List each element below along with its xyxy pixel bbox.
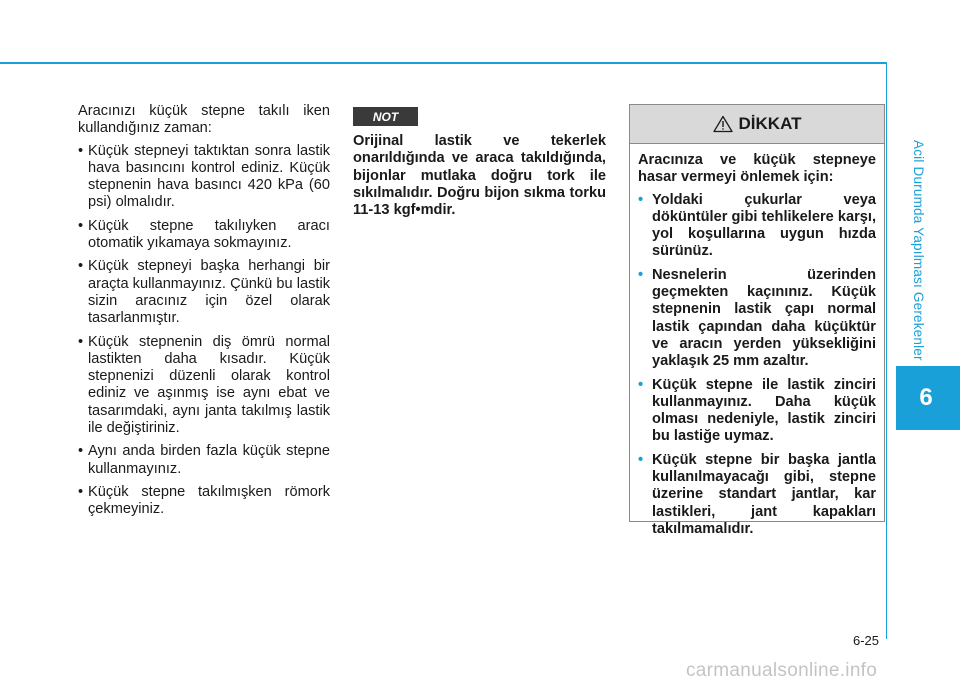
list-item-text: Küçük stepne takılıyken aracı otomatik yıkamaya sokmayınız. xyxy=(88,217,330,252)
list-item-text: Küçük stepne ile lastik zinciri kullanmayınız. Daha küçük olması nedeniyle, lastik zinciri bu lastiğe uymaz. xyxy=(652,376,876,445)
list-item-text: Küçük stepnenin diş ömrü normal lastikten daha kısadır. Küçük stepnenizi düzenli olarak kontrol ediniz ve aşınmış ise aynı ebat ve tasarımdaki, aynı janta takılmış lastik ile değiştiriniz. xyxy=(88,333,330,437)
caution-bullet-list xyxy=(638,192,876,539)
list-item-text: Küçük stepneyi başka herhangi bir araçta kullanmayınız. Çünkü bu lastik sizin aracınız için özel olarak tasarlanmıştır. xyxy=(88,258,330,327)
list-item xyxy=(638,267,876,371)
list-item xyxy=(638,452,876,538)
left-bullet-list xyxy=(78,143,330,519)
list-item xyxy=(78,218,330,253)
bullet-icon: • xyxy=(638,266,644,283)
bullet-icon: • xyxy=(78,483,84,500)
bullet-icon: • xyxy=(78,217,84,234)
section-title: Acil Durumda Yapılması Gerekenler xyxy=(911,140,926,361)
note-text: Orijinal lastik ve tekerlek onarıldığında ve araca takıldığında, bijonlar mutlaka doğru tork ile sıkılmalıdır. Doğru bijon sıkma torku 11-13 kgf•mdir. xyxy=(353,133,606,219)
side-divider xyxy=(886,62,887,639)
bullet-icon: • xyxy=(638,376,644,393)
top-divider xyxy=(0,62,886,64)
list-item xyxy=(78,443,330,478)
bullet-icon: • xyxy=(78,443,84,460)
note-badge: NOT xyxy=(353,107,418,126)
watermark: carmanualsonline.info xyxy=(686,660,878,681)
list-item-text: Nesnelerin üzerinden geçmekten kaçınınız. Küçük stepnenin lastik çapı normal lastik çapından daha küçüktür ve aracın yerden yüksekliğini yaklaşık 25 mm azaltır. xyxy=(652,266,876,370)
caution-title: DİKKAT xyxy=(738,114,802,133)
bullet-icon: • xyxy=(78,258,84,275)
caution-box xyxy=(629,104,885,537)
list-item-text: Küçük stepneyi taktıktan sonra lastik hava basıncını kontrol ediniz. Küçük stepnenin hava basıncı 420 kPa (60 psi) olmalıdır. xyxy=(88,142,330,211)
list-item xyxy=(78,484,330,519)
chapter-tab[interactable]: 6 xyxy=(896,366,960,430)
warning-triangle-icon xyxy=(713,115,733,133)
page-number: 6-25 xyxy=(853,633,880,648)
list-item xyxy=(78,143,330,212)
bullet-icon: • xyxy=(78,142,84,159)
list-item-text: Küçük stepne bir başka jantla kullanılmayacağı gibi, stepne üzerine standart jantlar, kar lastikleri, jant kapakları takılmamalıdır. xyxy=(652,451,876,537)
caution-intro: Aracınıza ve küçük stepneye hasar vermeyi önlemek için: xyxy=(638,152,876,186)
list-item-text: Aynı anda birden fazla küçük stepne kullanmayınız. xyxy=(88,443,330,477)
bullet-icon: • xyxy=(638,451,644,468)
left-column xyxy=(78,103,330,525)
caution-body xyxy=(630,144,884,538)
list-item xyxy=(78,334,330,438)
bullet-icon: • xyxy=(638,191,644,208)
intro-text: Aracınızı küçük stepne takılı iken kullandığınız zaman: xyxy=(78,103,330,137)
caution-header xyxy=(630,105,884,144)
bullet-icon: • xyxy=(78,333,84,350)
list-item-text: Küçük stepne takılmışken römork çekmeyiniz. xyxy=(88,483,330,518)
list-item xyxy=(78,258,330,327)
list-item-text: Yoldaki çukurlar veya döküntüler gibi tehlikelere karşı, yol koşullarına uygun hızda sürünüz. xyxy=(652,191,876,260)
list-item xyxy=(638,192,876,261)
list-item xyxy=(638,377,876,446)
